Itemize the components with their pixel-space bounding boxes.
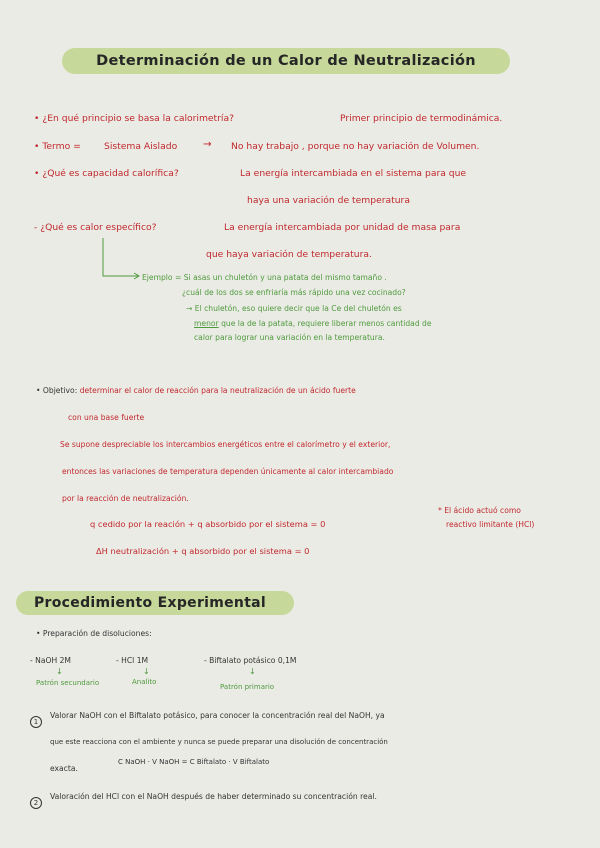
- page-title: Determinación de un Calor de Neutralización: [62, 48, 510, 74]
- example-line-3: → El chuletón, eso quiere decir que la Ce del chuletón es: [186, 304, 402, 313]
- step-1-line-2: que este reacciona con el ambiente y nunca se puede preparar una disolución de concentración: [50, 738, 388, 746]
- arrow-right-icon: →: [203, 139, 212, 150]
- answer-specific-heat-2: que haya variación de temperatura.: [206, 249, 372, 260]
- step-1-line-1: Valorar NaOH con el Biftalato potásico, para conocer la concentración real del NaOH, ya: [50, 711, 385, 720]
- answer-heat-capacity-1: La energía intercambiada en el sistema para que: [240, 168, 467, 179]
- section-heading: Procedimiento Experimental: [16, 591, 294, 615]
- role-naoh: Patrón secundario: [36, 679, 100, 687]
- step-2-number: [30, 790, 42, 809]
- objective-line-2: con una base fuerte: [68, 413, 145, 422]
- equation-1: q cedido por la reación + q absorbido por el sistema = 0: [90, 519, 326, 529]
- objective-line-5: por la reacción de neutralización.: [62, 494, 189, 503]
- termo-definition: Sistema Aislado: [104, 141, 178, 152]
- termo-result: No hay trabajo , porque no hay variación de Volumen.: [231, 141, 480, 152]
- step-2-text: Valoración del HCl con el NaOH después de haber determinado su concentración real.: [50, 792, 377, 801]
- objective-line-3: Se supone despreciable los intercambios energéticos entre el calorímetro y el exterior,: [60, 440, 391, 449]
- answer-heat-capacity-2: haya una variación de temperatura: [247, 195, 410, 206]
- example-line-4-rest: que la de la patata, requiere liberar menos cantidad de: [221, 319, 432, 328]
- bracket-arrow-icon: [100, 236, 144, 282]
- question-heat-capacity: • ¿Qué es capacidad calorífica?: [34, 168, 179, 179]
- step-1-line-3: exacta.: [50, 764, 78, 773]
- equation-2: ΔH neutralización + q absorbido por el sistema = 0: [96, 546, 310, 556]
- prep-label: • Preparación de disoluciones:: [36, 629, 152, 638]
- step-2-circle: 2: [30, 797, 42, 809]
- example-line-1: Ejemplo = Si asas un chuletón y una patata del mismo tamaño .: [142, 273, 387, 282]
- reagent-biftalato: - Biftalato potásico 0,1M: [204, 656, 297, 665]
- arrow-down-icon: ↓: [56, 666, 63, 676]
- objective-label: • Objetivo:: [36, 386, 78, 395]
- arrow-down-icon: ↓: [249, 666, 256, 676]
- arrow-down-icon: ↓: [143, 666, 150, 676]
- objective-line-1: [36, 386, 356, 395]
- answer-calorimetry: Primer principio de termodinámica.: [340, 113, 503, 124]
- reagent-naoh: - NaOH 2M: [30, 656, 71, 665]
- step-1-number: [30, 709, 42, 728]
- note-line-1: * El ácido actuó como: [438, 506, 521, 515]
- step-1-formula: C NaOH · V NaOH = C Biftalato · V Biftalato: [118, 758, 270, 766]
- example-menor: menor: [194, 319, 219, 328]
- example-line-5: calor para lograr una variación en la temperatura.: [194, 333, 385, 342]
- reagent-hcl: - HCl 1M: [116, 656, 149, 665]
- step-1-circle: 1: [30, 716, 42, 728]
- note-line-2: reactivo limitante (HCl): [446, 520, 535, 529]
- answer-specific-heat-1: La energía intercambiada por unidad de masa para: [224, 222, 461, 233]
- question-calorimetry: • ¿En qué principio se basa la calorimetría?: [34, 113, 234, 124]
- role-hcl: Analito: [132, 678, 157, 686]
- role-biftalato: Patrón primario: [220, 683, 275, 691]
- question-specific-heat: - ¿Qué es calor específico?: [34, 222, 157, 233]
- example-line-2: ¿cuál de los dos se enfriaría más rápido una vez cocinado?: [182, 288, 406, 297]
- objective-line-4: entonces las variaciones de temperatura dependen únicamente al calor intercambiado: [62, 467, 394, 476]
- objective-text: determinar el calor de reacción para la neutralización de un ácido fuerte: [79, 386, 356, 395]
- example-line-4: [194, 319, 432, 328]
- termo-label: • Termo =: [34, 141, 81, 152]
